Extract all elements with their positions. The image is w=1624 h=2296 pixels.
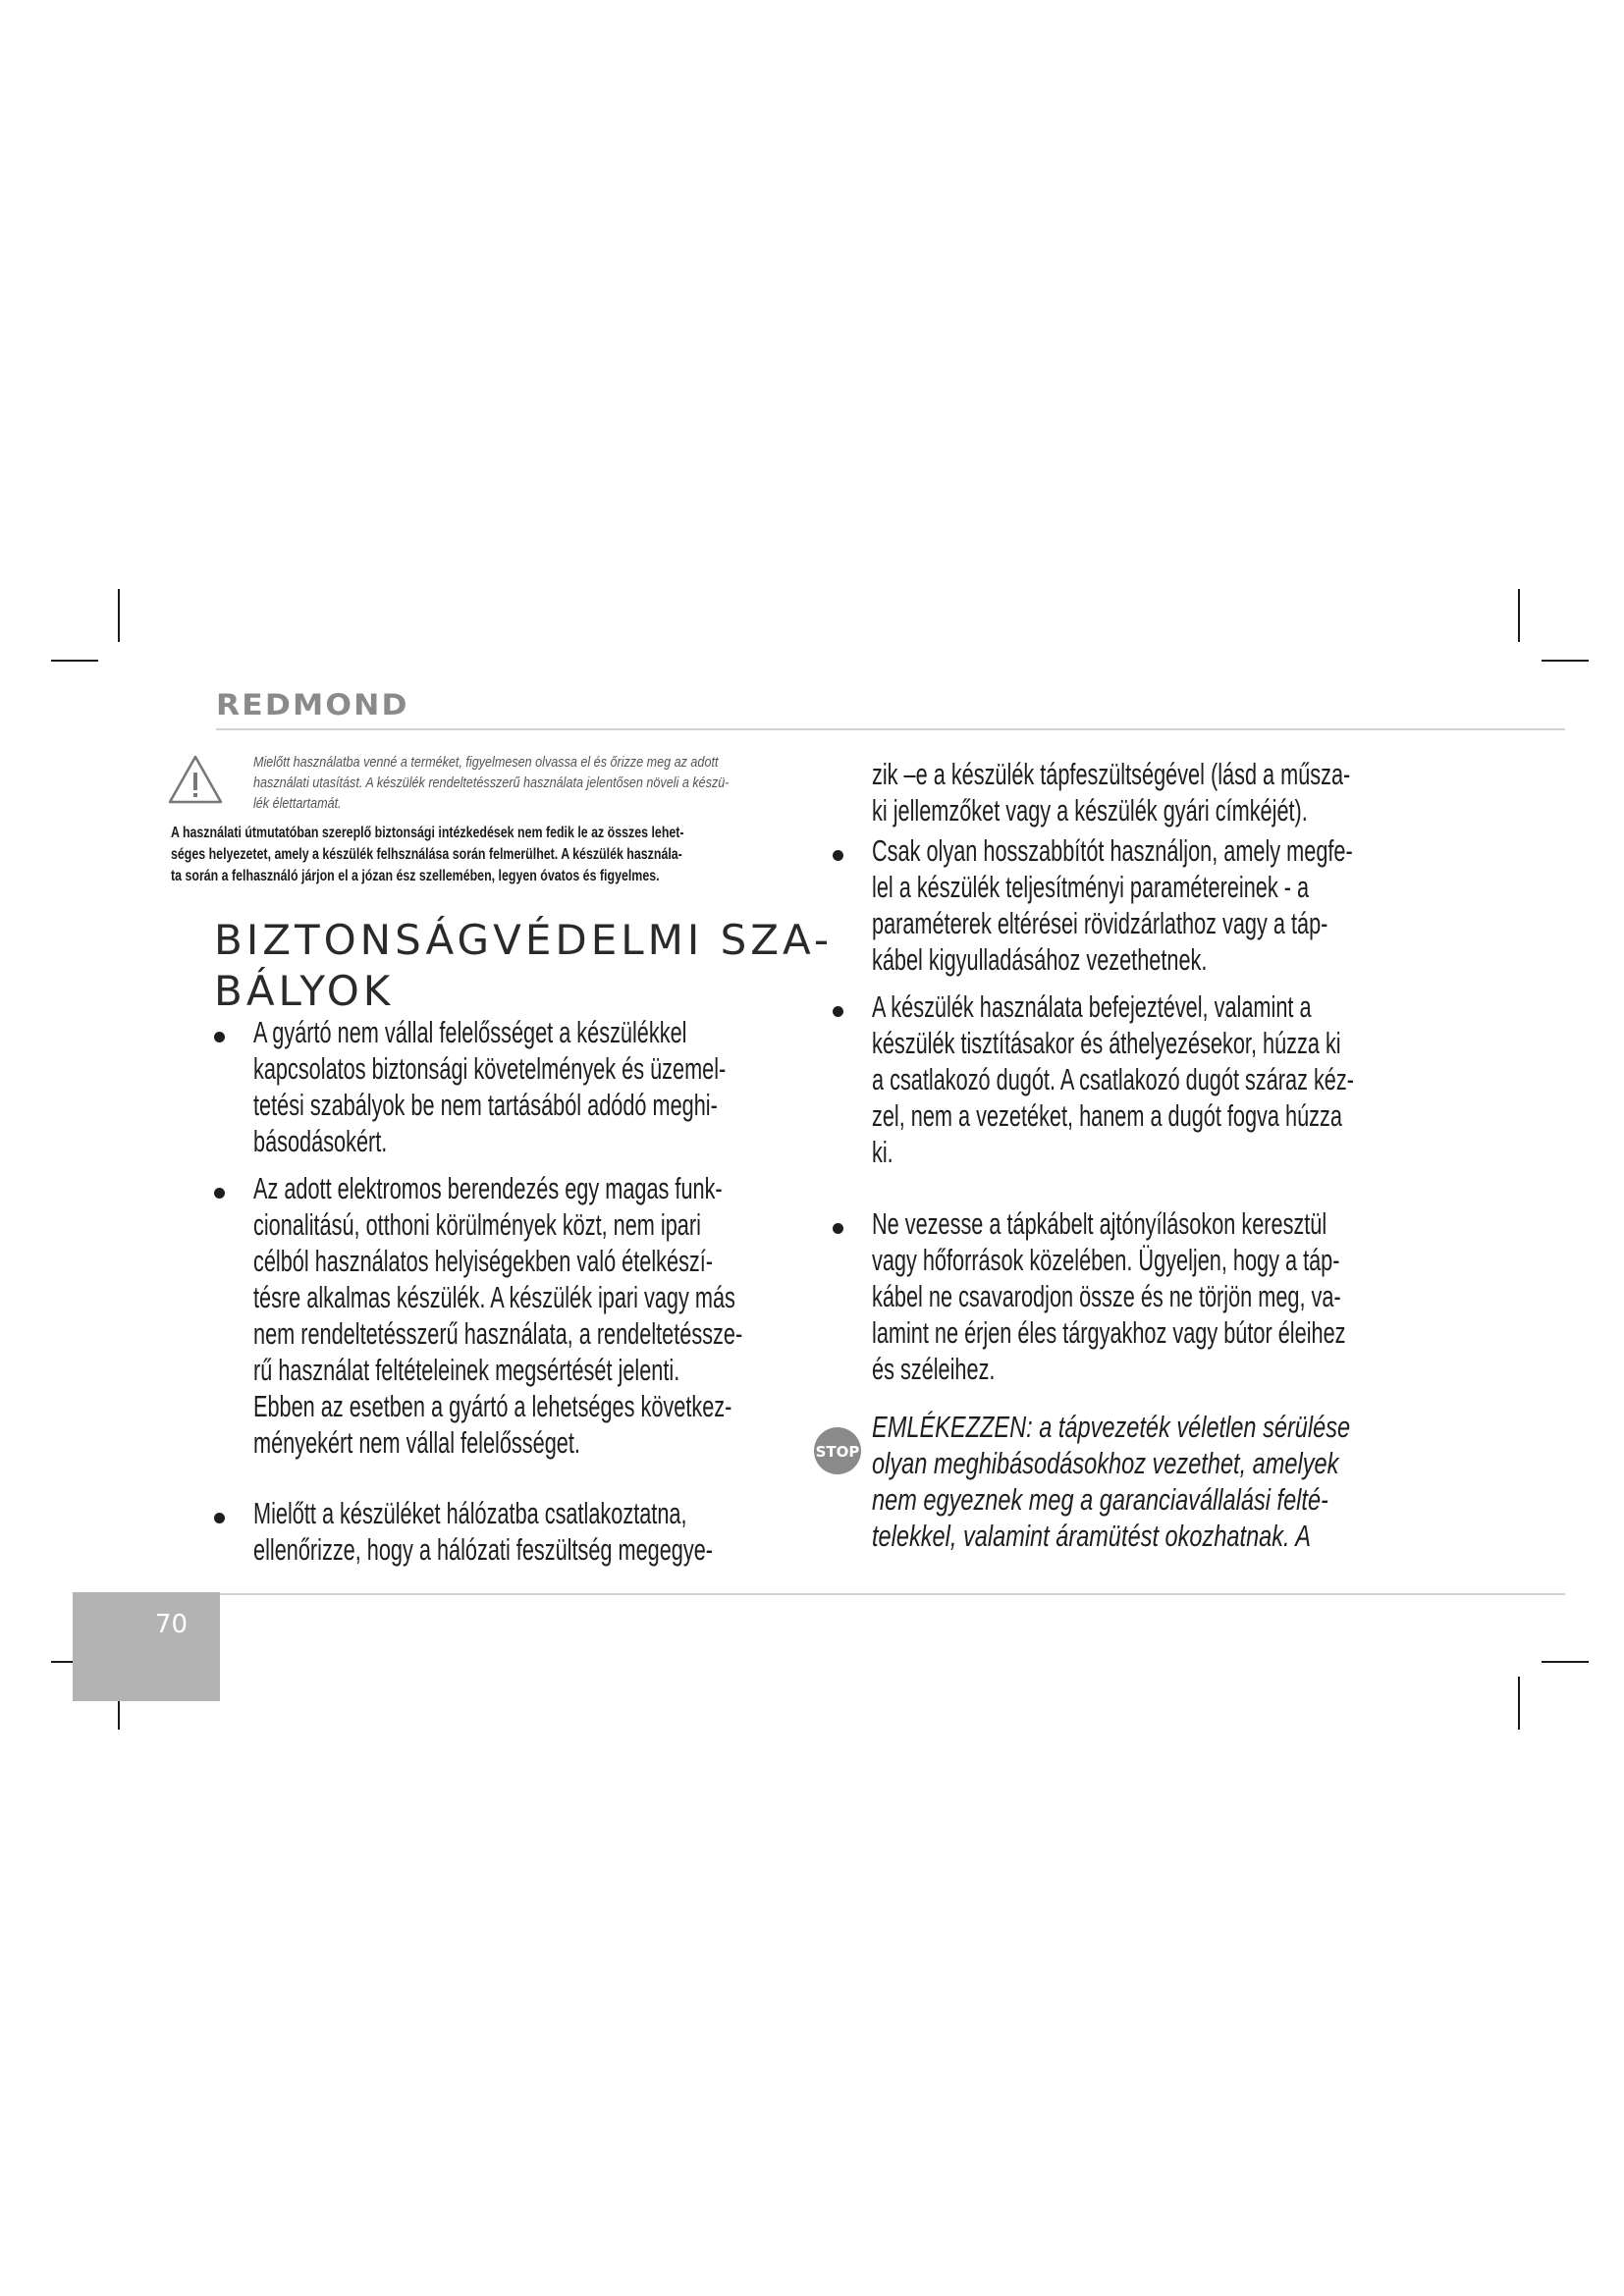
footer-rule xyxy=(216,1593,1565,1595)
list-item-line: rű használat feltételeinek megsértését jelenti. xyxy=(253,1353,680,1387)
stop-note-line: nem egyeznek meg a garanciavállalási felté- xyxy=(872,1482,1328,1517)
list-item-line: lel a készülék teljesítményi paramétereinek - a xyxy=(872,870,1310,904)
list-item-line: tésre alkalmas készülék. A készülék ipari vagy más xyxy=(253,1280,735,1314)
list-item-line: vagy hőforrások közelében. Ügyeljen, hogy a táp- xyxy=(872,1243,1340,1277)
list-item-line: zik –e a készülék tápfeszültségével (lásd a műsza- xyxy=(872,757,1351,791)
page-number-tab xyxy=(73,1592,220,1701)
crop-mark xyxy=(1518,1677,1520,1730)
list-item-line: Ebben az esetben a gyártó a lehetséges következ- xyxy=(253,1389,732,1423)
list-item-line: kábel ne csavarodjon össze és ne törjön meg, va- xyxy=(872,1279,1341,1313)
stop-sign-label: STOP xyxy=(815,1443,860,1461)
stop-note-line: olyan meghibásodásokhoz vezethet, amelyek xyxy=(872,1446,1339,1480)
bullet-icon xyxy=(833,1223,843,1234)
list-item-line: ményekért nem vállal felelősséget. xyxy=(253,1425,580,1460)
list-item-line: Ne vezesse a tápkábelt ajtónyílásokon keresztül xyxy=(872,1206,1327,1241)
intro-text: használati utasítást. A készülék rendeltetésszerű használata jelentősen növeli a készü- xyxy=(253,774,730,791)
section-title-line: BÁLYOK xyxy=(214,967,395,1015)
list-item-line: tetési szabályok be nem tartásából adódó meghi- xyxy=(253,1088,718,1122)
list-item-line: és széleihez. xyxy=(872,1352,996,1386)
bullet-icon xyxy=(214,1513,225,1523)
list-item-line: lamint ne érjen éles tárgyakhoz vagy bútor éleihez xyxy=(872,1315,1346,1350)
intro-warning-text: A használati útmutatóban szereplő biztonsági intézkedések nem fedik le az összes lehet- xyxy=(171,825,684,841)
list-item-line: Az adott elektromos berendezés egy magas funk- xyxy=(253,1171,723,1205)
list-item-line: ellenőrizze, hogy a hálózati feszültség megegye- xyxy=(253,1532,714,1567)
section-title xyxy=(214,915,833,1017)
crop-mark xyxy=(1542,660,1589,662)
list-item-line: zel, nem a vezetéket, hanem a dugót fogva húzza xyxy=(872,1098,1342,1133)
crop-mark xyxy=(1518,589,1520,642)
crop-mark xyxy=(51,660,98,662)
warning-icon xyxy=(167,753,224,806)
intro-text: lék élettartamát. xyxy=(253,795,342,812)
intro-warning-text: séges helyezetet, amely a készülék felhsználása során felmerülhet. A készülék használa- xyxy=(171,846,682,863)
list-item-line: Mielőtt a készüléket hálózatba csatlakoztatna, xyxy=(253,1496,687,1530)
list-item-line: nem rendeltetésszerű használata, a rendeltetéssze- xyxy=(253,1316,743,1351)
crop-mark xyxy=(1542,1661,1589,1663)
intro-warning-text: ta során a felhasználó járjon el a józan ész szellemében, legyen óvatos és figyelmes. xyxy=(171,868,660,884)
list-item-line: paraméterek eltérései rövidzárlathoz vagy a táp- xyxy=(872,906,1328,940)
list-item-line: kábel kigyulladásához vezethetnek. xyxy=(872,942,1208,977)
section-title-line: BIZTONSÁGVÉDELMI SZA- xyxy=(214,916,833,964)
page-number: 70 xyxy=(155,1610,189,1639)
header-rule xyxy=(216,728,1565,730)
intro-text: Mielőtt használatba venné a terméket, figyelmesen olvassa el és őrizze meg az adott xyxy=(253,754,719,771)
list-item-line: ki jellemzőket vagy a készülék gyári címkéjét). xyxy=(872,793,1308,828)
list-item-line: básodásokért. xyxy=(253,1124,388,1158)
brand-logo: REDMOND xyxy=(216,688,409,721)
stop-note-line: telekkel, valamint áramütést okozhatnak. A xyxy=(872,1519,1311,1553)
list-item-line: célból használatos helyiségekben való ételkészí- xyxy=(253,1244,714,1278)
stop-note-line: EMLÉKEZZEN: a tápvezeték véletlen sérülése xyxy=(872,1410,1351,1444)
list-item-line: ki. xyxy=(872,1135,893,1169)
list-item-line: A készülék használata befejeztével, valamint a xyxy=(872,989,1312,1024)
list-item-line: a csatlakozó dugót. A csatlakozó dugót száraz kéz- xyxy=(872,1062,1354,1096)
bullet-icon xyxy=(214,1032,225,1042)
bullet-icon xyxy=(833,850,843,861)
bullet-icon xyxy=(214,1188,225,1199)
list-item-line: cionalitású, otthoni körülmények közt, nem ipari xyxy=(253,1207,701,1242)
stop-sign-icon xyxy=(813,1426,862,1475)
list-item-line: kapcsolatos biztonsági követelmények és üzemel- xyxy=(253,1051,727,1086)
list-item-line: A gyártó nem vállal felelősséget a készülékkel xyxy=(253,1015,687,1049)
bullet-icon xyxy=(833,1006,843,1017)
list-item-line: Csak olyan hosszabbítót használjon, amely megfe- xyxy=(872,833,1353,868)
crop-mark xyxy=(118,589,120,642)
list-item-line: készülék tisztításakor és áthelyezésekor, húzza ki xyxy=(872,1026,1341,1060)
